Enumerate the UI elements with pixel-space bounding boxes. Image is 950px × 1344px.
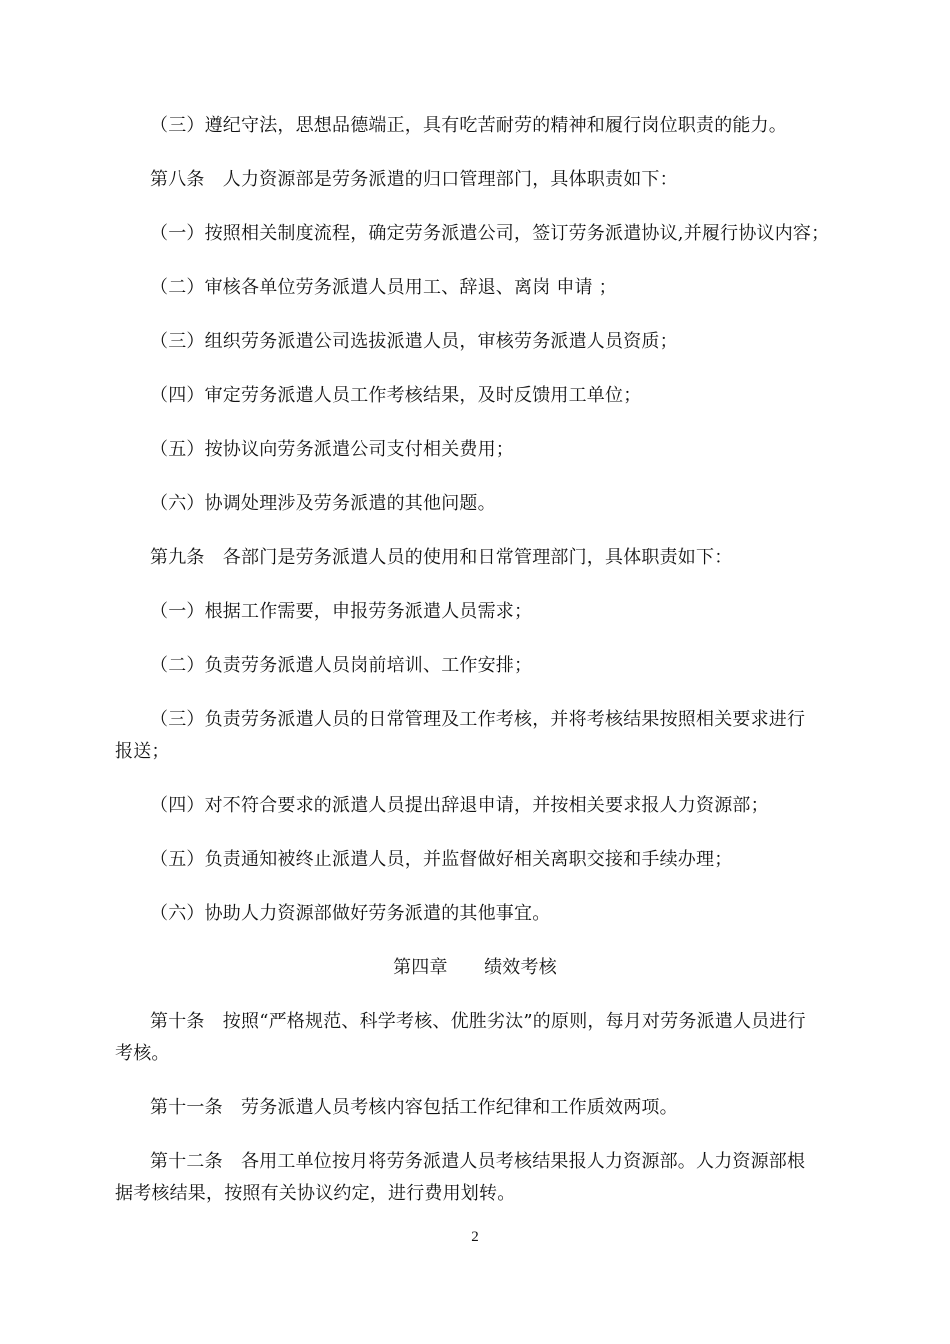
text-line: （一）根据工作需要，申报劳务派遣人员需求； xyxy=(150,601,533,622)
text-line-continuation: 报送； xyxy=(115,741,170,762)
text-line: （四）审定劳务派遣人员工作考核结果，及时反馈用工单位； xyxy=(150,385,642,406)
chapter-4-heading: 第四章 绩效考核 xyxy=(393,957,557,978)
text-line: （五）按协议向劳务派遣公司支付相关费用； xyxy=(150,439,514,460)
article-8-heading: 第八条 人力资源部是劳务派遣的归口管理部门，具体职责如下： xyxy=(150,169,678,190)
text-line: （五）负责通知被终止派遣人员，并监督做好相关离职交接和手续办理； xyxy=(150,849,733,870)
article-10: 第十条 按照“严格规范、科学考核、优胜劣汰”的原则，每月对劳务派遣人员进行 xyxy=(150,1011,806,1032)
text-line: （四）对不符合要求的派遣人员提出辞退申请，并按相关要求报人力资源部； xyxy=(150,795,769,816)
text-line-continuation: 考核。 xyxy=(115,1043,170,1064)
text-line: （三）遵纪守法，思想品德端正，具有吃苦耐劳的精神和履行岗位职责的能力。 xyxy=(150,115,787,136)
text-line: （六）协助人力资源部做好劳务派遣的其他事宜。 xyxy=(150,903,551,924)
text-line: （二）审核各单位劳务派遣人员用工、辞退、离岗 申请 ； xyxy=(150,277,617,298)
text-line-continuation: 据考核结果，按照有关协议约定，进行费用划转。 xyxy=(115,1183,516,1204)
article-9-heading: 第九条 各部门是劳务派遣人员的使用和日常管理部门，具体职责如下： xyxy=(150,547,733,568)
text-line: （三）组织劳务派遣公司选拔派遣人员，审核劳务派遣人员资质； xyxy=(150,331,678,352)
text-line: （六）协调处理涉及劳务派遣的其他问题。 xyxy=(150,493,496,514)
text-line: （一）按照相关制度流程，确定劳务派遣公司，签订劳务派遣协议,并履行协议内容； xyxy=(150,223,830,244)
text-line: （二）负责劳务派遣人员岗前培训、工作安排； xyxy=(150,655,533,676)
text-line: （三）负责劳务派遣人员的日常管理及工作考核，并将考核结果按照相关要求进行 xyxy=(150,709,806,730)
page-number: 2 xyxy=(471,1229,479,1245)
article-11: 第十一条 劳务派遣人员考核内容包括工作纪律和工作质效两项。 xyxy=(150,1097,678,1118)
article-12: 第十二条 各用工单位按月将劳务派遣人员考核结果报人力资源部。人力资源部根 xyxy=(150,1151,806,1172)
